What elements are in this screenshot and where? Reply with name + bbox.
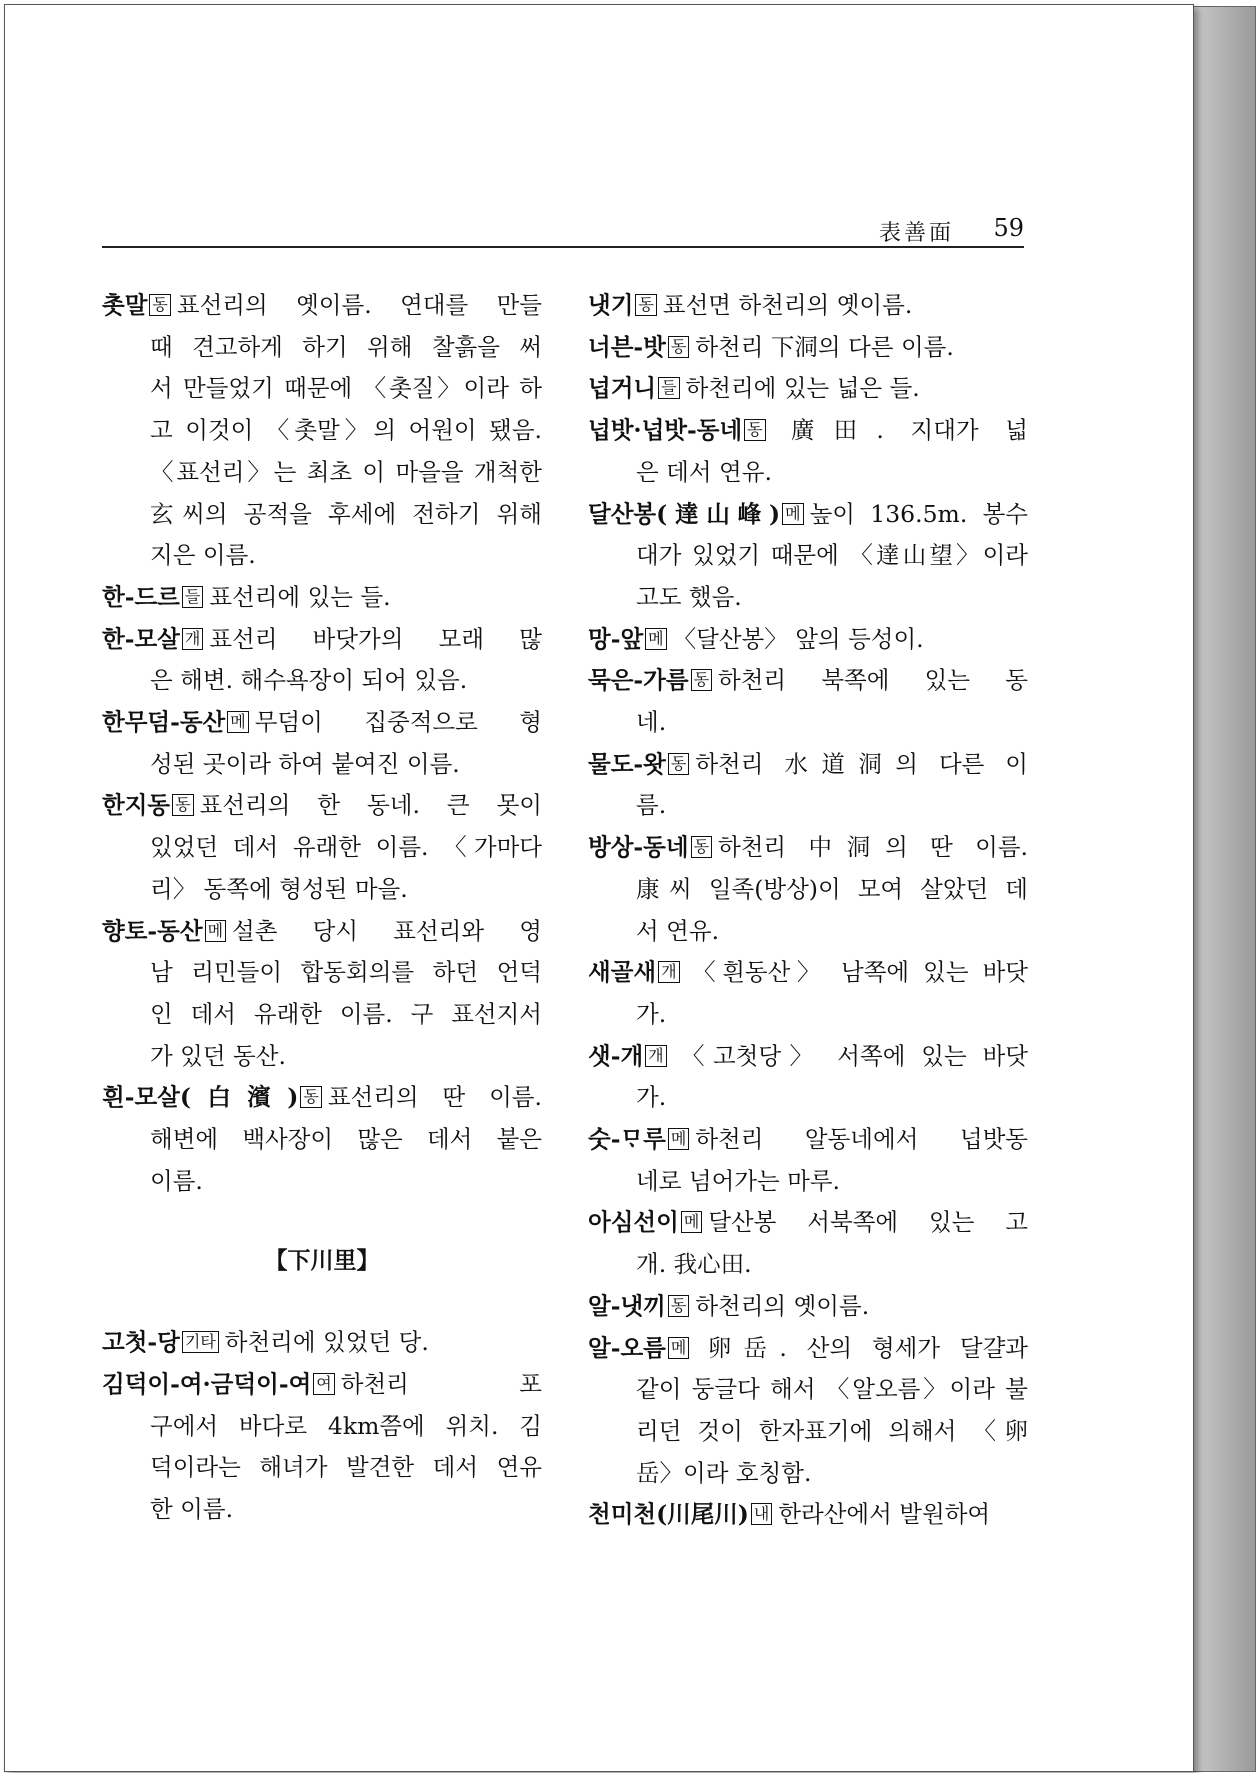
dictionary-entry — [102, 577, 542, 619]
entry-text: 하천리 水道洞의 다른 이 — [695, 749, 1028, 778]
dictionary-entry — [588, 368, 1028, 410]
entry-text: 표선리 바닷가의 모래 많 — [209, 624, 542, 653]
entry-text: 높이 136.5m. 봉수 — [809, 499, 1028, 528]
entry-category-tag: 메 — [227, 711, 248, 733]
entry-headword: 천미천(川尾川) — [588, 1500, 749, 1529]
entry-first-line — [102, 785, 542, 827]
left-column — [102, 285, 542, 1531]
entry-headword: 묵은-가름 — [588, 666, 689, 695]
entry-first-line — [588, 744, 1028, 786]
dictionary-entry — [588, 1328, 1028, 1495]
entry-category-tag: 기타 — [182, 1331, 219, 1353]
dictionary-entry — [588, 827, 1028, 952]
entry-first-line — [102, 1322, 542, 1364]
dictionary-entry — [588, 744, 1028, 827]
entry-continuation-line: 가. — [636, 999, 667, 1028]
entry-first-line — [102, 1077, 542, 1119]
entry-category-tag: 내 — [751, 1503, 772, 1525]
entry-category-tag: 여 — [313, 1373, 334, 1395]
section-heading: 【下川里】 — [264, 1247, 380, 1275]
entry-headword: 한-드르 — [102, 582, 180, 611]
entry-first-line — [588, 1036, 1028, 1078]
entry-continuation-line: 네. — [636, 708, 667, 737]
entry-headword: 샛-개 — [588, 1041, 644, 1070]
entry-continuation-line: 지은 이름. — [150, 541, 256, 570]
entry-continuation-line: 대가 있었기 때문에 〈達山望〉이라 — [636, 541, 1028, 570]
entry-text: 卵岳. 산의 형세가 달걀과 — [695, 1333, 1028, 1362]
entry-first-line — [588, 1286, 1028, 1328]
entry-category-tag: 개 — [182, 628, 203, 650]
entry-category-tag: 메 — [668, 1128, 689, 1150]
entry-first-line — [588, 827, 1028, 869]
entry-headword: 새골새 — [588, 958, 657, 987]
entry-category-tag: 동 — [691, 836, 712, 858]
dictionary-entry — [588, 410, 1028, 493]
entry-text: 〈흰동산〉 남쪽에 있는 바닷 — [685, 958, 1028, 987]
entry-first-line — [588, 494, 1028, 536]
entry-first-line — [102, 911, 542, 953]
entry-text: 〈고첫당〉 서쪽에 있는 바닷 — [672, 1041, 1028, 1070]
entry-text: 하천리 북쪽에 있는 동 — [718, 666, 1028, 695]
entry-text: 하천리 下洞의 다른 이름. — [695, 332, 954, 361]
entry-text: 〈달산봉〉 앞의 등성이. — [672, 624, 924, 653]
entry-continuation-line: 고도 했음. — [636, 582, 742, 611]
entry-continuation-line: 때 견고하게 하기 위해 찰흙을 써 — [150, 332, 542, 361]
entry-continuation-line: 岳〉이라 호칭함. — [636, 1458, 812, 1487]
dictionary-entry — [588, 327, 1028, 369]
entry-continuation-line: 서 연유. — [636, 916, 720, 945]
entry-first-line — [588, 1202, 1028, 1244]
entry-text: 표선리에 있는 들. — [209, 582, 391, 611]
entry-headword: 망-앞 — [588, 624, 644, 653]
entry-category-tag: 들 — [658, 377, 679, 399]
dictionary-entry — [102, 1364, 542, 1531]
entry-category-tag: 들 — [182, 586, 203, 608]
entry-headword: 한-모살 — [102, 624, 180, 653]
dictionary-entry — [588, 619, 1028, 661]
entry-text: 표선리의 옛이름. 연대를 만들 — [176, 291, 542, 319]
entry-continuation-line: 고 이것이 〈촛말〉의 어원이 됐음. — [150, 416, 542, 445]
entry-text: 한라산에서 발원하여 — [778, 1500, 991, 1529]
entry-continuation-line: 름. — [636, 791, 667, 820]
entry-category-tag: 메 — [645, 628, 666, 650]
entry-text: 표선리의 한 동네. 큰 못이 — [199, 791, 542, 820]
entry-headword: 넙밧·넙밧-동네 — [588, 416, 743, 445]
running-header — [102, 210, 1024, 248]
entry-category-tag: 동 — [149, 294, 170, 316]
entry-category-tag: 동 — [300, 1086, 321, 1108]
entry-category-tag: 메 — [668, 1337, 689, 1359]
dictionary-entry — [102, 1322, 542, 1364]
entry-first-line — [102, 285, 542, 327]
entry-first-line — [588, 285, 1028, 327]
entry-text: 설촌 당시 표선리와 영 — [232, 916, 542, 945]
entry-continuation-line: 康씨 일족(방상)이 모여 살았던 데 — [636, 874, 1028, 903]
entry-continuation-line: 한 이름. — [150, 1494, 234, 1523]
dictionary-entry — [588, 1202, 1028, 1285]
dictionary-entry — [588, 285, 1028, 327]
entry-category-tag: 동 — [668, 1295, 689, 1317]
entry-continuation-line: 개. 我心田. — [636, 1250, 752, 1279]
entry-continuation-line: 성된 곳이라 하여 붙여진 이름. — [150, 749, 460, 778]
entry-headword: 한지동 — [102, 791, 171, 820]
entry-headword: 숫-ᄆᆞ루 — [588, 1125, 666, 1154]
entry-headword: 냇기 — [588, 291, 634, 319]
entry-headword: 알-오름 — [588, 1333, 666, 1362]
entry-category-tag: 개 — [645, 1045, 666, 1067]
entry-text: 표선리의 딴 이름. — [327, 1083, 542, 1112]
dictionary-entry — [588, 1036, 1028, 1119]
entry-continuation-line: 리〉 동쪽에 형성된 마을. — [150, 874, 408, 903]
entry-continuation-line: 같이 둥글다 해서 〈알오름〉이라 불 — [636, 1375, 1028, 1404]
entry-headword: 촛말 — [102, 291, 148, 319]
entry-headword: 방상-동네 — [588, 833, 689, 862]
entry-first-line — [102, 577, 542, 619]
entry-headword: 아심선이 — [588, 1208, 679, 1237]
entry-continuation-line: 덕이라는 해녀가 발견한 데서 연유 — [150, 1453, 542, 1482]
entry-category-tag: 동 — [668, 336, 689, 358]
entry-text: 하천리에 있었던 당. — [224, 1328, 429, 1357]
entry-text: 무덤이 집중적으로 형 — [254, 708, 542, 737]
entry-text: 표선면 하천리의 옛이름. — [662, 291, 913, 319]
entry-continuation-line: 은 해변. 해수욕장이 되어 있음. — [150, 666, 468, 695]
entry-continuation-line: 있었던 데서 유래한 이름. 〈가마다 — [150, 833, 542, 862]
entry-continuation-line: 남 리민들이 합동회의를 하던 언덕 — [150, 958, 542, 987]
entry-headword: 흰-모살(白濱) — [102, 1083, 299, 1112]
entry-continuation-line: 해변에 백사장이 많은 데서 붙은 — [150, 1125, 542, 1154]
entry-first-line — [588, 1494, 1028, 1536]
dictionary-entry — [102, 911, 542, 1078]
entry-headword: 너븐-밧 — [588, 332, 666, 361]
right-column — [588, 285, 1028, 1536]
entry-first-line — [588, 368, 1028, 410]
entry-first-line — [102, 1364, 542, 1406]
entry-headword: 김덕이-여·금덕이-여 — [102, 1369, 312, 1398]
dictionary-entry — [588, 660, 1028, 743]
running-title: 表善面 — [878, 221, 954, 246]
entry-category-tag: 동 — [635, 294, 656, 316]
entry-continuation-line: 리던 것이 한자표기에 의해서 〈卵 — [636, 1416, 1028, 1445]
entry-text: 하천리 中洞의 딴 이름. — [718, 833, 1028, 862]
entry-first-line — [588, 410, 1028, 452]
dictionary-entry — [588, 1119, 1028, 1202]
dictionary-entry — [588, 1286, 1028, 1328]
entry-headword: 알-냇끼 — [588, 1291, 666, 1320]
entry-headword: 넙거니 — [588, 374, 657, 403]
entry-headword: 고첫-당 — [102, 1328, 180, 1357]
dictionary-entry — [588, 1494, 1028, 1536]
dictionary-entry — [588, 494, 1028, 619]
entry-first-line — [588, 1328, 1028, 1370]
entry-continuation-line: 네로 넘어가는 마루. — [636, 1166, 841, 1195]
entry-text: 하천리의 옛이름. — [695, 1291, 870, 1320]
dictionary-entry — [588, 952, 1028, 1035]
entry-category-tag: 동 — [691, 669, 712, 691]
entry-headword: 달산봉(達山峰) — [588, 499, 781, 528]
entry-first-line — [102, 619, 542, 661]
entry-continuation-line: 〈표선리〉는 최초 이 마을을 개척한 — [150, 457, 542, 486]
entry-first-line — [102, 702, 542, 744]
entry-headword: 물도-왓 — [588, 749, 666, 778]
entry-continuation-line: 인 데서 유래한 이름. 구 표선지서 — [150, 999, 542, 1028]
entry-category-tag: 동 — [172, 794, 193, 816]
entry-continuation-line: 은 데서 연유. — [636, 457, 772, 486]
entry-headword: 향토-동산 — [102, 916, 203, 945]
entry-category-tag: 동 — [668, 753, 689, 775]
entry-continuation-line: 서 만들었기 때문에 〈촛질〉이라 하 — [150, 374, 542, 403]
entry-continuation-line: 이름. — [150, 1166, 203, 1195]
dictionary-entry — [102, 285, 542, 577]
entry-first-line — [588, 1119, 1028, 1161]
entry-first-line — [588, 952, 1028, 994]
entry-continuation-line: 玄씨의 공적을 후세에 전하기 위해 — [150, 499, 542, 528]
dictionary-entry — [102, 785, 542, 910]
entry-first-line — [588, 660, 1028, 702]
entry-text: 하천리 알동네에서 넙밧동 — [695, 1125, 1028, 1154]
entry-text: 하천리 포 — [340, 1369, 542, 1398]
entry-category-tag: 메 — [681, 1211, 702, 1233]
entry-category-tag: 메 — [205, 920, 226, 942]
entry-first-line — [588, 619, 1028, 661]
entry-continuation-line: 가 있던 동산. — [150, 1041, 286, 1070]
entry-category-tag: 개 — [658, 961, 679, 983]
entry-category-tag: 동 — [744, 419, 765, 441]
book-edge — [1192, 6, 1256, 1772]
entry-continuation-line: 구에서 바다로 4km쯤에 위치. 김 — [150, 1411, 542, 1440]
dictionary-entry — [102, 619, 542, 702]
dictionary-entry — [102, 702, 542, 785]
entry-category-tag: 메 — [782, 503, 803, 525]
entry-text: 달산봉 서북쪽에 있는 고 — [708, 1208, 1028, 1237]
entry-continuation-line: 가. — [636, 1083, 667, 1112]
page-number: 59 — [993, 214, 1024, 242]
entry-text: 하천리에 있는 넓은 들. — [685, 374, 920, 403]
entry-text: 廣田. 지대가 넓 — [771, 416, 1028, 445]
dictionary-entry — [102, 1077, 542, 1202]
entry-headword: 한무덤-동산 — [102, 708, 226, 737]
entry-first-line — [588, 327, 1028, 369]
